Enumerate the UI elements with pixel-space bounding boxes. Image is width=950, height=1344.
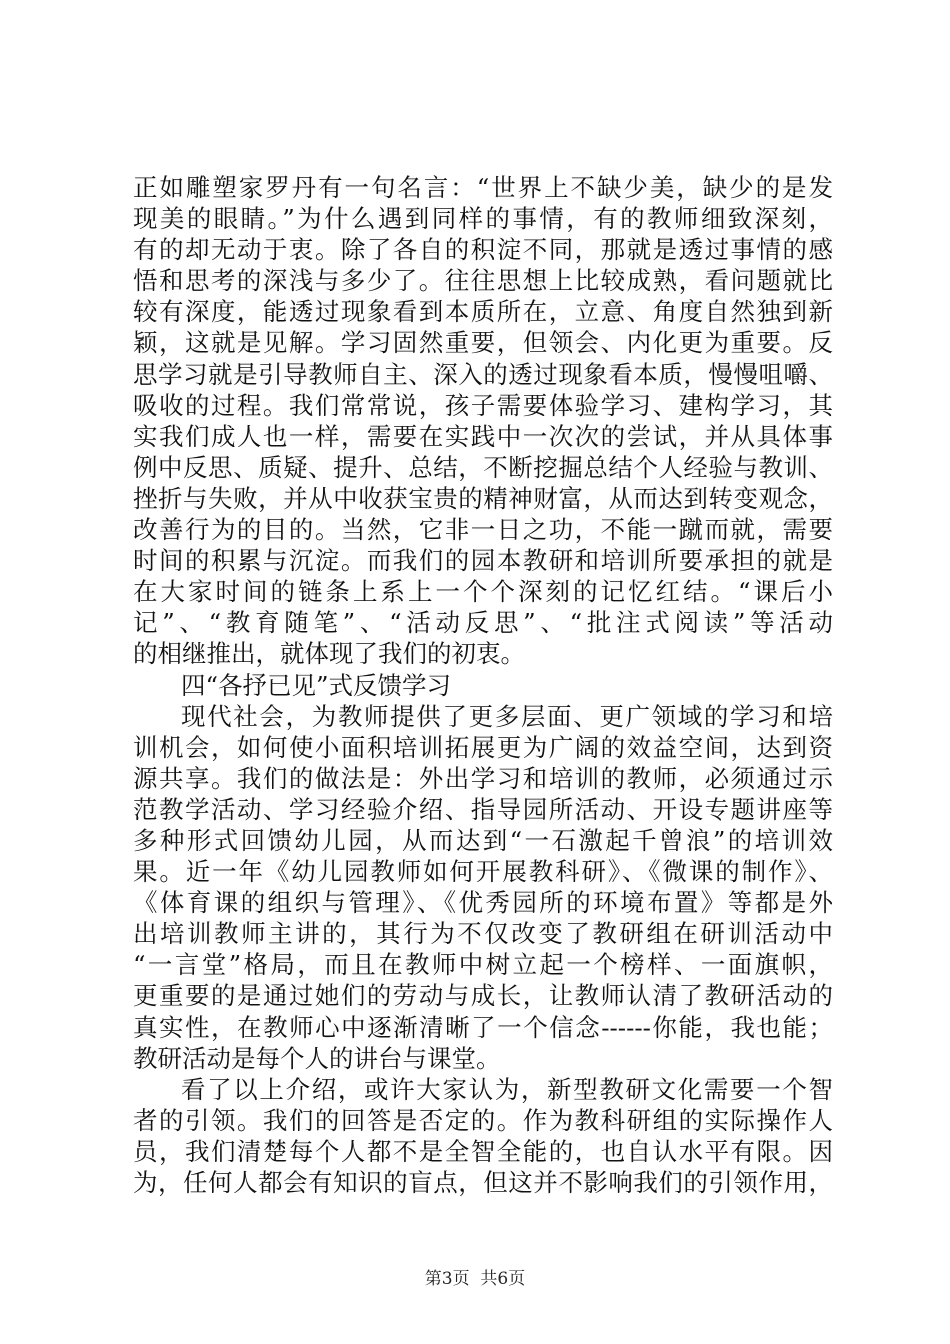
text-line: 《体育课的组织与管理》、《优秀园所的环境布置》等都是外 xyxy=(133,888,833,918)
text-line: 员，我们清楚每个人都不是全智全能的，也自认水平有限。因 xyxy=(133,1136,833,1166)
text-line: “一言堂”格局，而且在教师中树立起一个榜样、一面旗帜， xyxy=(133,950,833,980)
text-line: 改善行为的目的。当然，它非一日之功，不能一蹴而就，需要 xyxy=(133,515,833,545)
text-line: 出培训教师主讲的，其行为不仅改变了教研组在研训活动中 xyxy=(133,919,833,949)
text-line: 教研活动是每个人的讲台与课堂。 xyxy=(133,1043,501,1073)
text-line: 思学习就是引导教师自主、深入的透过现象看本质，慢慢咀嚼、 xyxy=(133,359,833,389)
text-line: 现美的眼睛。”为什么遇到同样的事情，有的教师细致深刻， xyxy=(133,204,833,234)
text-line: 有的却无动于衷。除了各自的积淀不同，那就是透过事情的感 xyxy=(133,235,833,265)
text-line: 时间的积累与沉淀。而我们的园本教研和培训所要承担的就是 xyxy=(133,546,833,576)
text-line: 记”、“教育随笔”、“活动反思”、“批注式阅读”等活动 xyxy=(133,608,833,638)
text-line: 在大家时间的链条上系上一个个深刻的记忆红结。“课后小 xyxy=(133,577,833,607)
text-line: 果。近一年《幼儿园教师如何开展教科研》、《微课的制作》、 xyxy=(133,857,833,887)
text-line: 颖，这就是见解。学习固然重要，但领会、内化更为重要。反 xyxy=(133,328,833,358)
text-line: 真实性，在教师心中逐渐清晰了一个信念------你能，我也能； xyxy=(133,1012,833,1042)
body-text xyxy=(133,172,833,1198)
text-line: 训机会，如何使小面积培训拓展更为广阔的效益空间，达到资 xyxy=(133,732,833,762)
text-line: 挫折与失败，并从中收获宝贵的精神财富，从而达到转变观念， xyxy=(133,483,833,513)
page-footer xyxy=(0,1268,950,1290)
text-line: 者的引领。我们的回答是否定的。作为教科研组的实际操作人 xyxy=(133,1105,833,1135)
text-line: 较有深度，能透过现象看到本质所在，立意、角度自然独到新 xyxy=(133,297,833,327)
text-line: 更重要的是通过她们的劳动与成长，让教师认清了教研活动的 xyxy=(133,981,833,1011)
text-line: 悟和思考的深浅与多少了。往往思想上比较成熟，看问题就比 xyxy=(133,266,833,296)
text-line: 例中反思、质疑、提升、总结，不断挖掘总结个人经验与教训、 xyxy=(133,452,833,482)
text-line: 多种形式回馈幼儿园，从而达到“一石激起千曾浪”的培训效 xyxy=(133,825,833,855)
text-line: 吸收的过程。我们常常说，孩子需要体验学习、建构学习，其 xyxy=(133,390,833,420)
section-heading: 四“各抒已见”式反馈学习 xyxy=(181,670,452,700)
text-line: 现代社会，为教师提供了更多层面、更广领域的学习和培 xyxy=(181,701,833,731)
text-line: 正如雕塑家罗丹有一句名言：“世界上不缺少美，缺少的是发 xyxy=(133,173,833,202)
text-line: 范教学活动、学习经验介绍、指导园所活动、开设专题讲座等 xyxy=(133,794,833,824)
text-line: 看了以上介绍，或许大家认为，新型教研文化需要一个智 xyxy=(181,1074,833,1104)
text-line: 源共享。我们的做法是：外出学习和培训的教师，必须通过示 xyxy=(133,763,833,793)
text-line: 为，任何人都会有知识的盲点，但这并不影响我们的引领作用， xyxy=(133,1168,833,1197)
text-line: 的相继推出，就体现了我们的初衷。 xyxy=(133,639,525,669)
page-number: 第3页 共6页 xyxy=(424,1269,526,1289)
text-line: 实我们成人也一样，需要在实践中一次次的尝试，并从具体事 xyxy=(133,421,833,451)
